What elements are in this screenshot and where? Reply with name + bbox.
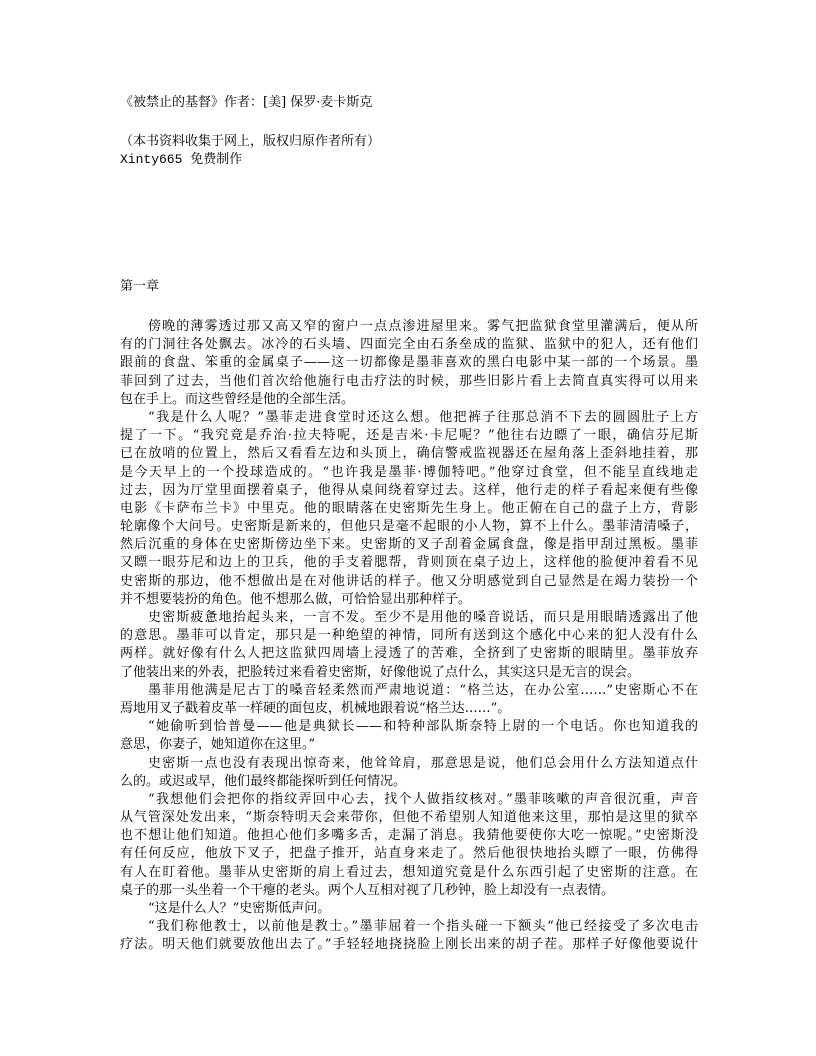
text-line: 焉地用叉子戳着皮革一样硬的面包皮，机械地跟着说“格兰达……”。 bbox=[120, 700, 511, 716]
text-line: 了他装出来的外表，把脸转过来看着史密斯，好像他说了点什么，其实这只是无言的误会。 bbox=[120, 664, 641, 680]
text-line: 跟前的食盘、笨重的金属桌子——这一切都像是墨菲喜欢的黑白电影中某一部的一个场景。墨 bbox=[120, 355, 698, 371]
text-line: 提了一下。“我究竟是乔治·拉夫特呢，还是吉米·卡尼呢？”他往右边瞟了一眼，确信芬尼斯 bbox=[120, 428, 698, 444]
text-line: 史密斯疲惫地抬起头来，一言不发。至少不是用他的嗓音说话，而只是用眼睛透露出了他 bbox=[148, 610, 698, 625]
text-line: “我想他们会把你的指纹弄回中心去，找个人做指纹核对。”墨菲咳嗽的声音很沉重，声音 bbox=[148, 791, 698, 807]
text-line: 疗法。明天他们就要放他出去了。”手轻轻地挠挠脸上刚长出来的胡子茬。那样子好像他要说什 bbox=[120, 937, 698, 953]
text-line: 从气管深处发出来，“斯奈特明天会来带你，但他不希望别人知道他来这里，那怕是这里的狱卒 bbox=[120, 810, 698, 826]
text-line: 并不想要装扮的角色。他不想那么做，可恰恰显出那种样子。 bbox=[120, 591, 472, 607]
text-line: “她偷听到恰普曼——他是典狱长——和特种部队斯奈特上尉的一个电话。你也知道我的 bbox=[148, 719, 698, 735]
paragraph bbox=[120, 682, 698, 718]
text-line: 过去，因为厅堂里面摆着桌子，他得从桌间绕着穿过去。这样，他行走的样子看起来便有些像 bbox=[120, 482, 698, 498]
text-line: 么的。或迟或早，他们最终都能探听到任何情况。 bbox=[120, 773, 407, 789]
text-line: 史密斯一点也没有表现出惊奇来，他耸耸肩，那意思是说，他们总会用什么方法知道点什 bbox=[148, 755, 698, 771]
paragraph bbox=[120, 900, 698, 918]
book-title-line: 《被禁止的基督》作者：[美] 保罗·麦卡斯克 bbox=[120, 95, 373, 110]
text-line: 意思，你妻子，她知道你在这里。” bbox=[120, 737, 316, 753]
chapter-body bbox=[120, 318, 698, 955]
paragraph bbox=[120, 918, 698, 954]
paragraph bbox=[120, 755, 698, 791]
paragraph bbox=[120, 609, 698, 682]
text-line: 菲回到了过去，当他们首次给他施行电击疗法的时候，那些旧影片看上去简直真实得可以用来 bbox=[120, 373, 698, 389]
text-line: 又瞟一眼芬尼和边上的卫兵，他的手支着腮帮，背则顶在桌子边上，这样他的脸便冲着看不见 bbox=[120, 555, 698, 571]
text-line: 已在放哨的位置上，然后又看看左边和头顶上，确信警戒监视器还在屋角落上歪斜地挂着，那 bbox=[120, 446, 698, 462]
text-line: 包在手上。而这些曾经是他的全部生活。 bbox=[120, 391, 355, 407]
text-line: 轮廓像个大问号。史密斯是新来的，但他只是毫不起眼的小人物，算不上什么。墨菲清清嗓子， bbox=[120, 519, 698, 535]
text-line: 然后沉重的身体在史密斯傍边坐下来。史密斯的叉子刮着金属食盘，像是指甲刮过黑板。墨菲 bbox=[120, 537, 698, 553]
paragraph bbox=[120, 791, 698, 900]
paragraph bbox=[120, 718, 698, 754]
paragraph bbox=[120, 318, 698, 409]
text-line: “我们称他教士，以前他是教士。”墨菲屈着一个指头碰一下额头“他已经接受了多次电击 bbox=[148, 919, 698, 935]
text-line: 的意思。墨菲可以肯定，那只是一种绝望的神情，同所有送到这个感化中心来的犯人没有什么 bbox=[120, 628, 698, 644]
copyright-notice: （本书资料收集于网上，版权归原作者所有） bbox=[120, 134, 381, 149]
text-line: 有人在盯着他。墨菲从史密斯的肩上看过去，想知道究竟是什么东西引起了史密斯的注意。在 bbox=[120, 864, 698, 880]
text-line: 有的门洞往各处飘去。冰冷的石头墙、四面完全由石条垒成的监狱、监狱中的犯人，还有他们 bbox=[120, 337, 698, 353]
text-line: 两样。就好像有什么人把这监狱四周墙上浸透了的苦难，全挤到了史密斯的眼睛里。墨菲放弃 bbox=[120, 646, 698, 662]
text-line: 电影《卡萨布兰卡》中里克。他的眼睛落在史密斯先生身上。他正俯在自己的盘子上方，背影 bbox=[120, 500, 698, 516]
text-line: 桌子的那一头坐着一个干瘪的老头。两个人互相对视了几秒钟，脸上却没有一点表情。 bbox=[120, 882, 615, 898]
text-line: 是今天早上的一个投球造成的。“也许我是墨菲·博伽特吧。”他穿过食堂，但不能呈直线地走 bbox=[120, 464, 698, 480]
text-line: 墨菲用他满是尼古丁的嗓音轻柔然而严肃地说道：“格兰达，在办公室……”史密斯心不在 bbox=[148, 682, 698, 698]
text-line: 也不想让他们知道。他担心他们多嘴多舌，走漏了消息。我猜他要使你大吃一惊呢。”史密斯没 bbox=[120, 828, 698, 844]
chapter-heading: 第一章 bbox=[120, 279, 160, 294]
text-line: 史密斯的那边，他不想做出是在对他讲话的样子。他又分明感觉到自己显然是在竭力装扮一个 bbox=[120, 573, 698, 589]
text-line: “这是什么人？”史密斯低声问。 bbox=[148, 901, 331, 916]
text-line: “我是什么人呢？”墨菲走进食堂时还这么想。他把裤子往那总消不下去的圆圆肚子上方 bbox=[148, 409, 698, 425]
paragraph bbox=[120, 409, 698, 609]
text-line: 有任何反应，他放下叉子，把盘子推开，站直身来走了。然后他很快地抬头瞟了一眼，仿佛得 bbox=[120, 846, 698, 862]
text-line: 傍晚的薄雾透过那又高又窄的窗户一点点渗进屋里来。雾气把监狱食堂里灌满后，便从所 bbox=[148, 319, 698, 334]
producer-credit: Xinty665 免费制作 bbox=[120, 152, 243, 167]
